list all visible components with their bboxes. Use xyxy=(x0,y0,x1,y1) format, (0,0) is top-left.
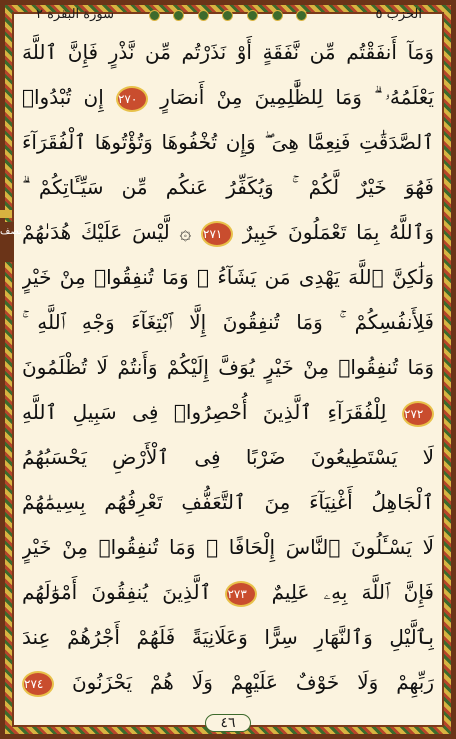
ayah-number-marker: ٢٧٤ xyxy=(22,671,54,697)
page-header xyxy=(22,5,434,27)
text-line xyxy=(22,165,434,210)
verse-text: وَلَٰكِنَّ ٱللَّهَ يَهْدِى مَن يَشَآءُ ۗ وَمَا تُنفِقُوا۟ مِنْ خَيْرٍ xyxy=(22,265,434,289)
ornament-star-icon xyxy=(149,10,160,21)
verse-text: فَلِأَنفُسِكُمْ ۚ وَمَا تُنفِقُونَ إِلَّا ٱبْتِغَآءَ وَجْهِ ٱللَّهِ ۚ xyxy=(22,310,434,334)
text-line xyxy=(22,525,434,570)
surah-label: سورة البقرة ٢ xyxy=(36,7,115,22)
juz-label: الحزب ٥ xyxy=(375,7,422,22)
ayah-number-marker: ٢٧١ xyxy=(201,221,233,247)
verse-text: ٱلَّذِينَ يُنفِقُونَ أَمْوَٰلَهُم xyxy=(22,580,212,604)
verse-text: بِٱلَّيْلِ وَٱلنَّهَارِ سِرًّا وَعَلَانِيَةً فَلَهُمْ أَجْرُهُمْ عِندَ xyxy=(22,625,434,649)
ayah-number-marker: ٢٧٠ xyxy=(116,86,148,112)
ornament-star-icon xyxy=(296,10,307,21)
verse-text: ٱلْجَاهِلُ أَغْنِيَآءَ مِنَ ٱلتَّعَفُّفِ تَعْرِفُهُم بِسِيمَٰهُمْ xyxy=(22,490,434,514)
verse-text: وَمَآ أَنفَقْتُم مِّن نَّفَقَةٍ أَوْ نَذَرْتُم مِّن نَّذْرٍ فَإِنَّ ٱللَّهَ xyxy=(22,40,434,64)
text-line xyxy=(22,210,434,255)
text-line xyxy=(22,660,434,705)
ornament-star-icon xyxy=(247,10,258,21)
page-number: ٤٦ xyxy=(205,714,250,732)
text-line xyxy=(22,120,434,165)
page-footer xyxy=(0,712,456,734)
verse-text: يَعْلَمُهُۥ ۗ وَمَا لِلظَّٰلِمِينَ مِنْ أَنصَارٍ xyxy=(160,85,434,109)
text-line xyxy=(22,255,434,300)
verse-text: وَٱللَّهُ بِمَا تَعْمَلُونَ خَبِيرٌ xyxy=(242,220,434,244)
text-line xyxy=(22,30,434,75)
hizb-marker xyxy=(0,222,22,262)
text-line xyxy=(22,75,434,120)
hizb-marker-icon xyxy=(0,210,12,218)
header-ornament xyxy=(142,10,314,22)
quran-text xyxy=(22,30,434,705)
ornament-star-icon xyxy=(173,10,184,21)
text-line xyxy=(22,435,434,480)
verse-text: رَبِّهِمْ وَلَا خَوْفٌ عَلَيْهِمْ وَلَا هُمْ يَحْزَنُونَ xyxy=(71,670,434,694)
ayah-number-marker: ٢٧٣ xyxy=(225,581,257,607)
verse-text: وَمَا تُنفِقُوا۟ مِنْ خَيْرٍ يُوَفَّ إِلَيْكُمْ وَأَنتُمْ لَا تُظْلَمُونَ xyxy=(22,355,434,379)
ornament-star-icon xyxy=(272,10,283,21)
text-line xyxy=(22,300,434,345)
text-line xyxy=(22,345,434,390)
verse-text: إِن تُبْدُوا۟ xyxy=(22,85,104,109)
verse-text: لِلْفُقَرَآءِ ٱلَّذِينَ أُحْصِرُوا۟ فِى سَبِيلِ ٱللَّهِ xyxy=(22,400,387,424)
hizb-marker-label: نصف xyxy=(0,226,22,237)
ayah-number-marker: ٢٧٢ xyxy=(402,401,434,427)
verse-text: ۞ لَّيْسَ عَلَيْكَ هُدَىٰهُمْ xyxy=(22,220,192,244)
text-line xyxy=(22,615,434,660)
text-line xyxy=(22,480,434,525)
text-line xyxy=(22,390,434,435)
text-line xyxy=(22,570,434,615)
verse-text: لَا يَسْتَطِيعُونَ ضَرْبًا فِى ٱلْأَرْضِ يَحْسَبُهُمُ xyxy=(22,445,434,469)
verse-text: فَهُوَ خَيْرٌ لَّكُمْ ۚ وَيُكَفِّرُ عَنكُم مِّن سَيِّـَٔاتِكُمْ ۗ xyxy=(22,175,434,199)
verse-text: فَإِنَّ ٱللَّهَ بِهِۦ عَلِيمٌ xyxy=(271,580,434,604)
ornament-star-icon xyxy=(198,10,209,21)
verse-text: لَا يَسْـَٔلُونَ ٱلنَّاسَ إِلْحَافًا ۗ وَمَا تُنفِقُوا۟ مِنْ خَيْرٍ xyxy=(22,535,434,559)
ornament-star-icon xyxy=(222,10,233,21)
verse-text: ٱلصَّدَقَٰتِ فَنِعِمَّا هِىَ ۖ وَإِن تُخْفُوهَا وَتُؤْتُوهَا ٱلْفُقَرَآءَ xyxy=(22,130,434,154)
